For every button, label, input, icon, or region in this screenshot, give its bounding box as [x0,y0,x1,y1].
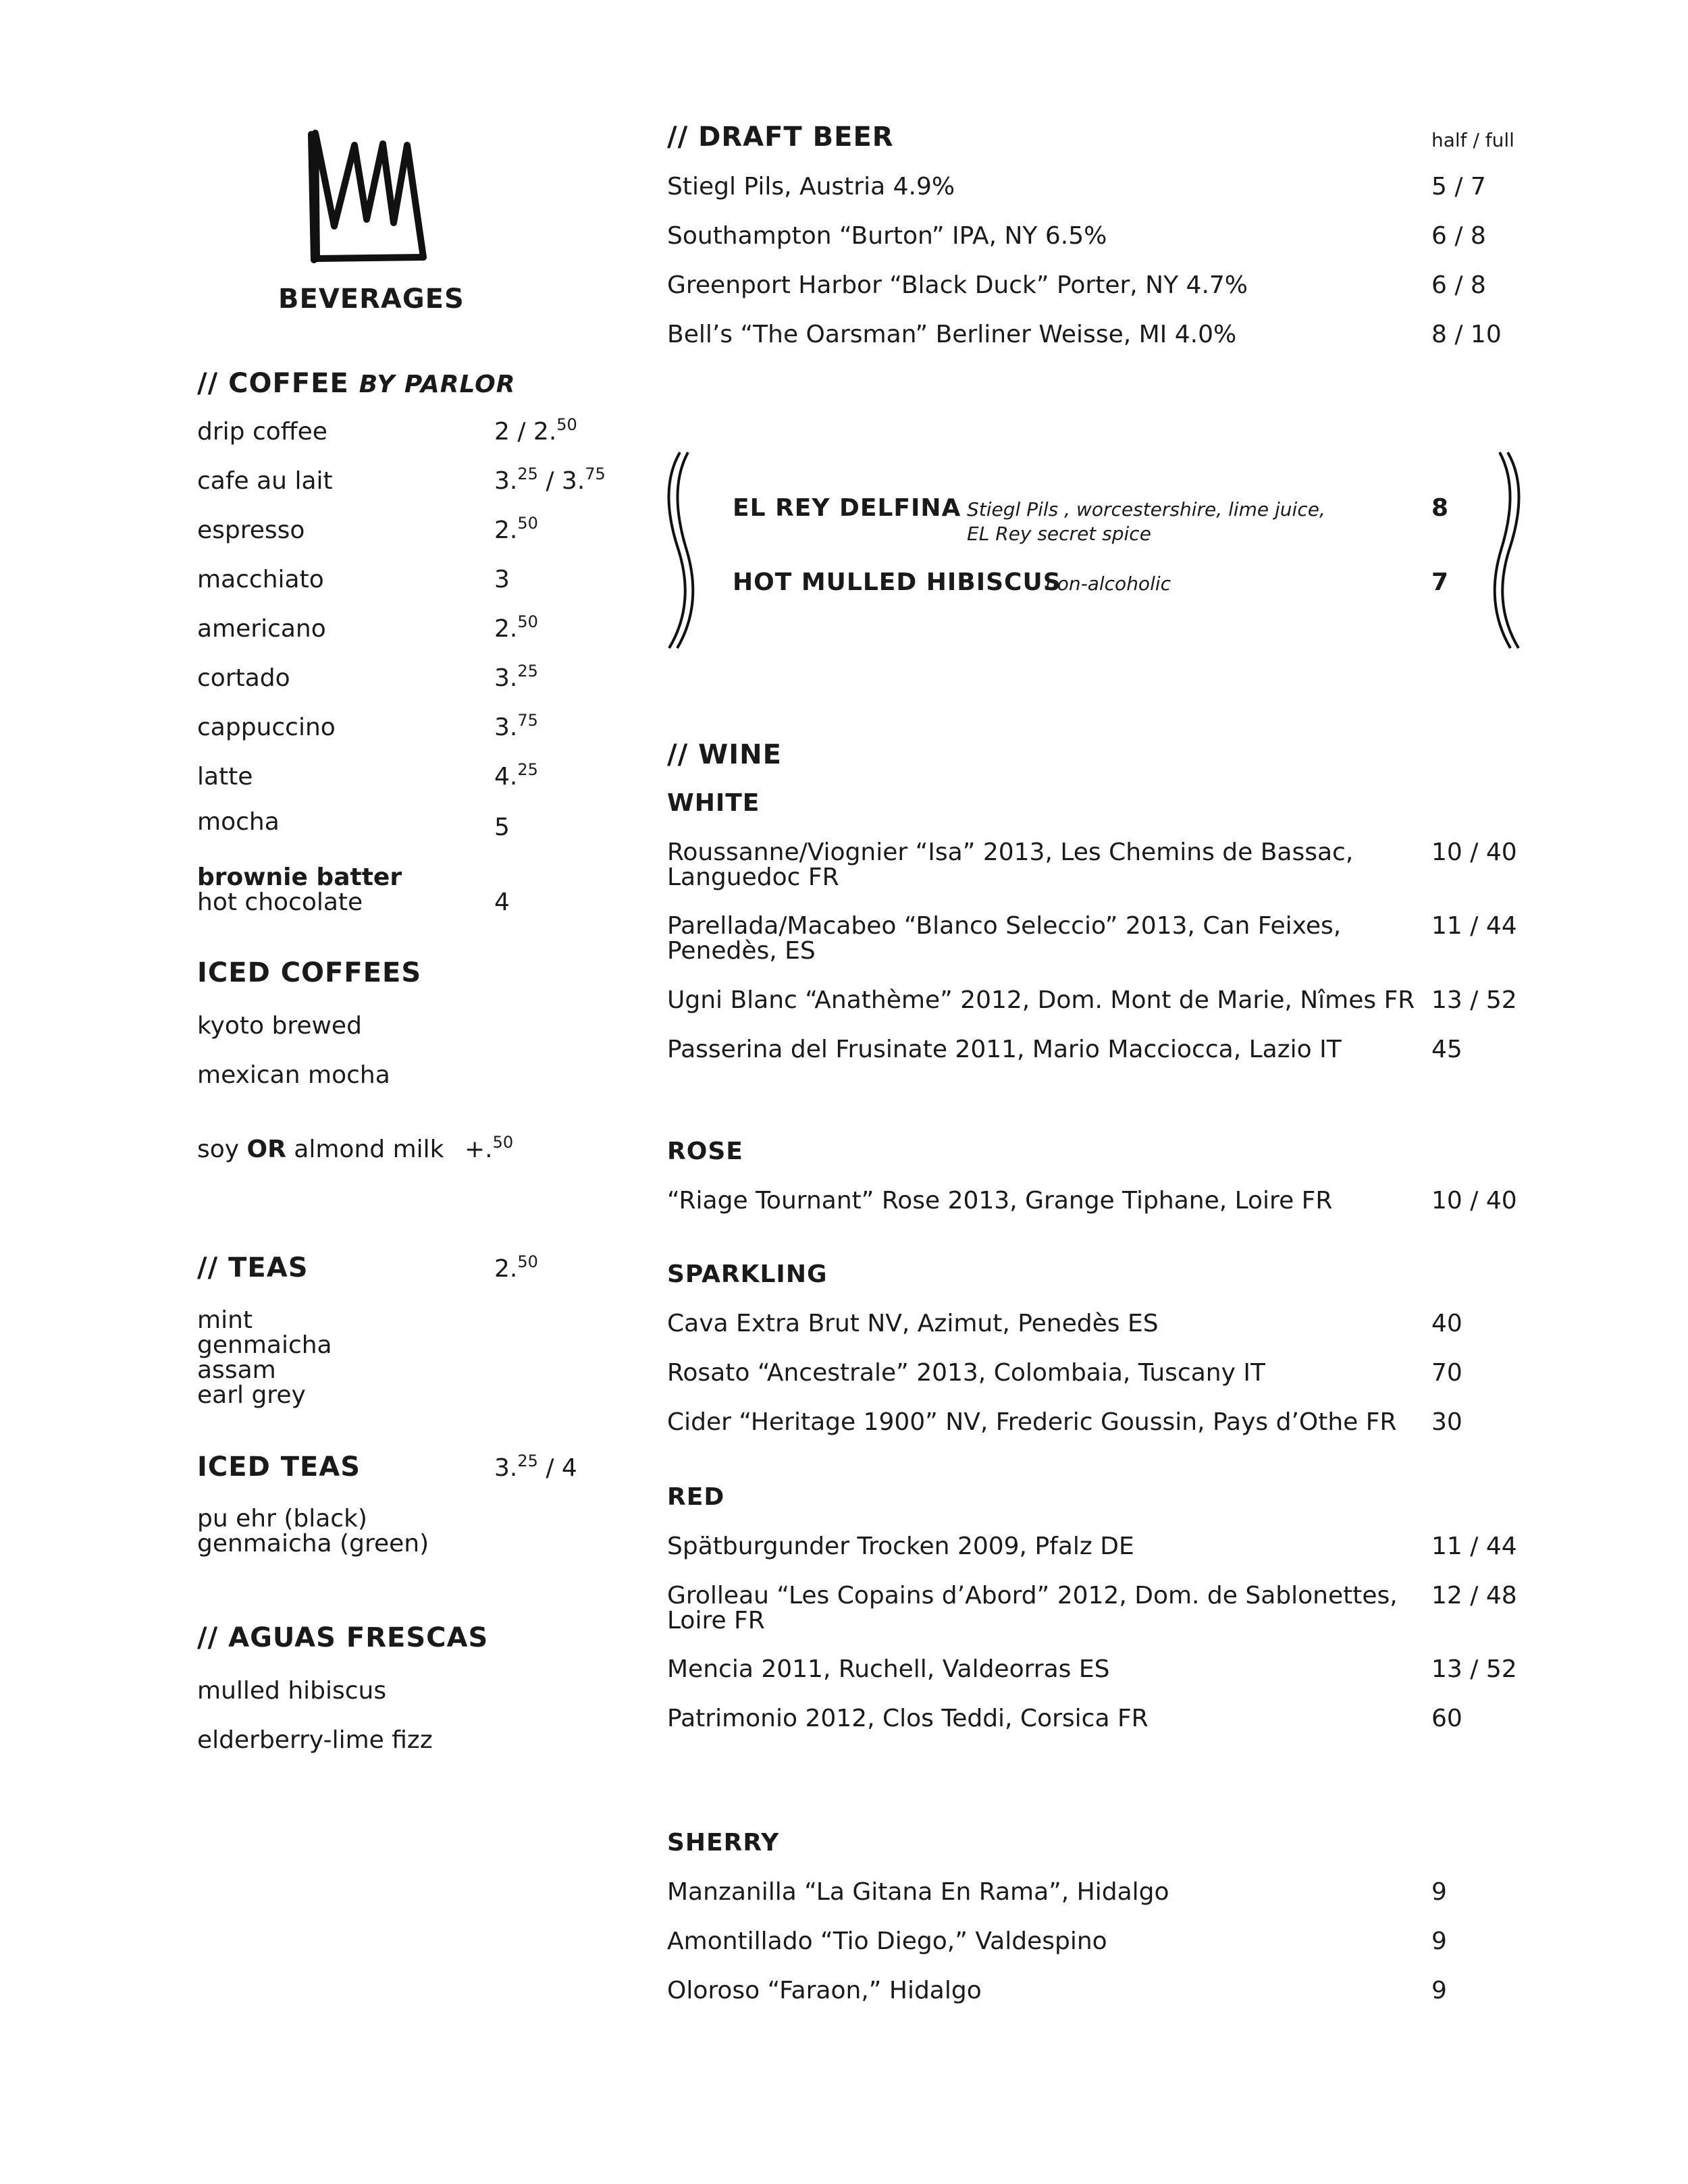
list-item-price [494,566,510,595]
wine-name: Cider “Heritage 1900” NV, Frederic Goussin, Pays d’Othe FR [667,1408,1397,1436]
wine-name: Roussanne/Viognier “Isa” 2013, Les Chemins de Bassac, [667,838,1354,866]
wine-section-label: WHITE [667,789,760,817]
wine-name: Cava Extra Brut NV, Azimut, Penedès ES [667,1310,1159,1337]
teas-heading: // TEAS [197,1252,309,1283]
list-item-name: americano [197,615,326,643]
price-main: 2 / 2. [494,418,557,446]
list-item: genmaicha (green) [197,1530,429,1557]
wine-price: 60 [1431,1705,1462,1732]
wine-price: 12 / 48 [1431,1582,1517,1609]
special-price: 7 [1431,568,1449,596]
wine-name-cont: Penedès, ES [667,937,816,965]
aguas-heading: // AGUAS FRESCAS [197,1622,489,1653]
price-main: 2. [494,615,518,643]
size-label: half / full [1431,129,1514,151]
beer-name: Stiegl Pils, Austria 4.9% [667,173,955,201]
list-item-name: macchiato [197,566,324,593]
list-item: pu ehr (black) [197,1505,367,1533]
beer-price: 6 / 8 [1431,222,1486,250]
price-tail: / 3. [537,467,585,495]
iced-coffees-heading: ICED COFFEES [197,957,422,988]
special-price: 8 [1431,494,1449,522]
wine-price: 13 / 52 [1431,1655,1517,1683]
list-item: kyoto brewed [197,1012,362,1040]
list-item-price [494,464,606,497]
list-item-name: cafe au lait [197,467,333,495]
list-item-price [494,514,538,546]
wine-name: Manzanilla “La Gitana En Rama”, Hidalgo [667,1878,1169,1906]
price-main: 3. [494,714,518,741]
wine-name: Rosato “Ancestrale” 2013, Colombaia, Tuscany IT [667,1359,1265,1387]
wine-name: Mencia 2011, Ruchell, Valdeorras ES [667,1655,1110,1683]
list-item-name: cortado [197,664,290,692]
wine-name: Parellada/Macabeo “Blanco Seleccio” 2013, Can Feixes, [667,912,1342,940]
wine-name: Passerina del Frusinate 2011, Mario Macciocca, Lazio IT [667,1036,1342,1063]
price-main: 5 [494,814,510,841]
wine-section-label: SHERRY [667,1829,780,1857]
list-item: elderberry-lime fizz [197,1726,433,1754]
wine-price: 30 [1431,1408,1462,1436]
wine-price: 9 [1431,1878,1447,1906]
list-item-price [494,415,577,448]
list-item: genmaicha [197,1331,332,1359]
beer-price: 6 / 8 [1431,271,1486,299]
price-sup: 25 [517,662,538,681]
list-item-name: drip coffee [197,418,327,446]
wine-name: Ugni Blanc “Anathème” 2012, Dom. Mont de Marie, Nîmes FR [667,986,1415,1014]
beer-price: 5 / 7 [1431,173,1486,201]
wine-name: Patrimonio 2012, Clos Teddi, Corsica FR [667,1705,1149,1732]
wine-name: Spätburgunder Trocken 2009, Pfalz DE [667,1533,1134,1560]
wine-section-label: ROSE [667,1138,743,1165]
list-item-price [494,711,538,743]
wine-name: Amontillado “Tio Diego,” Valdespino [667,1927,1107,1955]
list-item-name: espresso [197,516,305,544]
milk-price: +.$^{50}$ [465,1133,514,1163]
beer-name: Southampton “Burton” IPA, NY 6.5% [667,222,1107,250]
wine-price: 9 [1431,1927,1447,1955]
wine-name-cont: Languedoc FR [667,863,839,891]
wine-price: 9 [1431,1977,1447,2004]
right-bracket-decoration [1482,449,1523,651]
list-item: assam [197,1356,276,1384]
wine-name: “Riage Tournant” Rose 2013, Grange Tiphane, Loire FR [667,1187,1333,1215]
price-sup: 25 [517,464,538,483]
special-name: EL REY DELFINA [733,494,961,522]
price-main: 3. [494,467,518,495]
list-item-name: cappuccino [197,714,336,741]
price-sup: 50 [517,612,538,631]
special-desc: EL Rey secret spice [967,523,1151,545]
price-sup: 25 [517,760,538,779]
coffee-heading: // COFFEE BY PARLOR [197,368,516,399]
list-item-price [494,612,538,645]
special-desc: non-alcoholic [1045,572,1171,595]
price-sup: 75 [517,711,538,730]
iced-teas-heading: ICED TEAS [197,1451,361,1483]
teas-price: 2.50 [494,1252,538,1283]
list-item-price [494,760,538,793]
price-main: 4. [494,763,518,791]
wine-name: Grolleau “Les Copains d’Abord” 2012, Dom. de Sablonettes, [667,1582,1398,1609]
beer-price: 8 / 10 [1431,321,1502,348]
draft-beer-heading: // DRAFT BEER [667,122,894,153]
left-bracket-decoration [665,449,706,651]
list-item-name: latte [197,763,253,791]
list-item: mint [197,1306,253,1334]
price-main: 2. [494,516,518,544]
wine-price: 13 / 52 [1431,986,1517,1014]
wine-price: 11 / 44 [1431,1533,1517,1560]
wine-price: 70 [1431,1359,1462,1387]
list-item-price [494,662,538,694]
special-desc: Stiegl Pils , worcestershire, lime juice, [967,498,1325,521]
brownie-name-line2: hot chocolate [197,888,363,916]
price-sup: 50 [517,514,538,533]
wine-price: 10 / 40 [1431,838,1517,866]
wine-name: Oloroso “Faraon,” Hidalgo [667,1977,982,2004]
milk-option: soy OR almond milk [197,1136,444,1163]
beer-name: Bell’s “The Oarsman” Berliner Weisse, MI 4.0% [667,321,1237,348]
iced-teas-price: 3.25 / 4 [494,1451,577,1482]
wine-price: 10 / 40 [1431,1187,1517,1215]
brownie-name-line1: brownie batter [197,863,402,891]
crown-icon [307,125,429,267]
page-title: BEVERAGES [278,284,465,315]
wine-section-label: SPARKLING [667,1260,828,1288]
brownie-price: 4 [494,888,510,916]
list-item-price [494,814,510,843]
wine-price: 40 [1431,1310,1462,1337]
wine-section-label: RED [667,1483,725,1511]
price-sup: 50 [556,415,577,434]
wine-price: 11 / 44 [1431,912,1517,940]
wine-price: 45 [1431,1036,1462,1063]
wine-heading: // WINE [667,739,782,770]
price-sup: 75 [585,464,606,483]
list-item: mexican mocha [197,1061,390,1089]
price-main: 3. [494,664,518,692]
beer-name: Greenport Harbor “Black Duck” Porter, NY 4.7% [667,271,1248,299]
list-item-name: mocha [197,808,280,836]
wine-name-cont: Loire FR [667,1607,765,1634]
list-item: earl grey [197,1381,306,1409]
special-name: HOT MULLED HIBISCUS [733,568,1061,596]
list-item: mulled hibiscus [197,1677,387,1705]
price-main: 3 [494,566,510,593]
